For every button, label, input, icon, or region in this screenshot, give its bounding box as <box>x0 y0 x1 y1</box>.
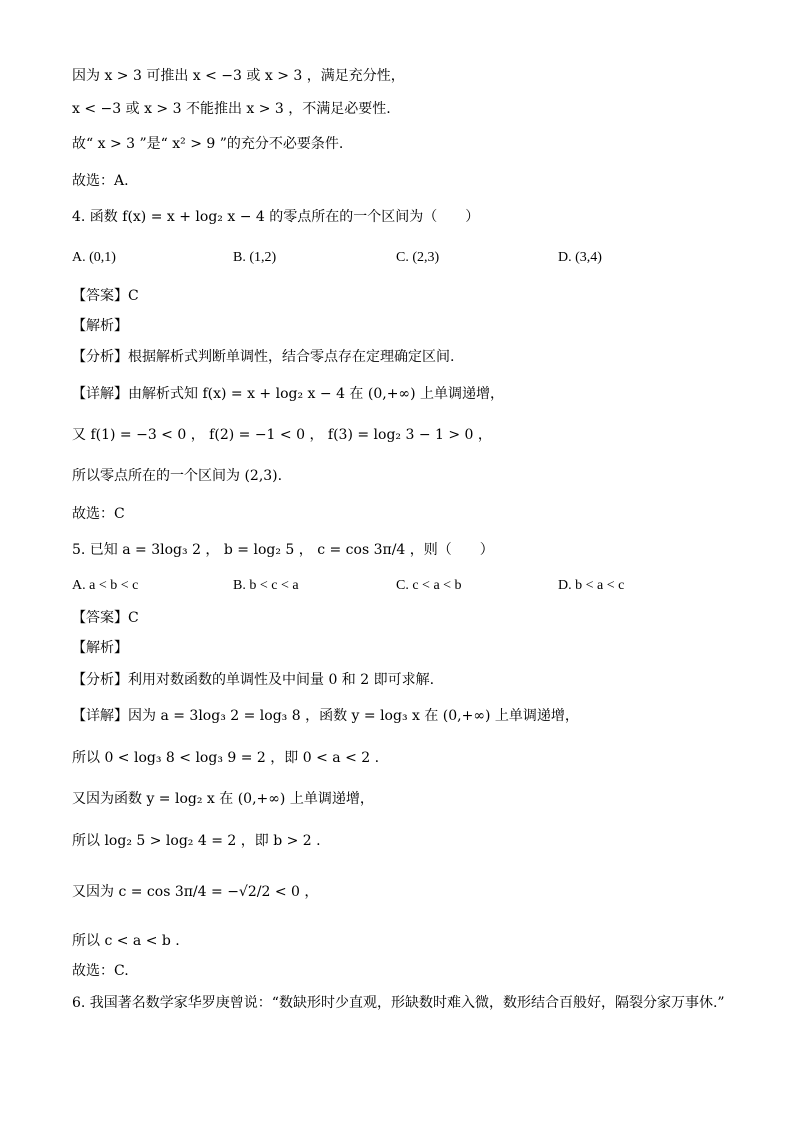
q4-detail-2: 又 f(1) = −3 < 0 ， f(2) = −1 < 0 ， f(3) = log₂ 3 − 1 > 0 ， <box>72 427 492 443</box>
q5-detail-6: 所以 c < a < b . <box>72 933 180 949</box>
text-line-sufficiency: 因为 x > 3 可推出 x < −3 或 x > 3 ，满足充分性， <box>72 68 405 84</box>
text-line-conclusion: 故“ x > 3 ”是“ x² > 9 ”的充分不必要条件. <box>72 136 344 152</box>
q4-option-d: D. (3,4) <box>558 250 602 265</box>
q4-option-b: B. (1,2) <box>233 250 277 265</box>
question-5-stem: 5. 已知 a = 3log₃ 2 ， b = log₂ 5 ， c = cos 3π/4 ，则（ ） <box>72 542 494 558</box>
q5-detail-1: 【详解】因为 a = 3log₃ 2 = log₃ 8 ，函数 y = log₃ x 在 (0,+∞) 上单调递增， <box>72 708 579 724</box>
q5-detail-2: 所以 0 < log₃ 8 < log₃ 9 = 2 ，即 0 < a < 2 . <box>72 750 380 766</box>
q5-option-b: B. b < c < a <box>233 578 299 593</box>
q5-choice: 故选：C. <box>72 963 129 979</box>
text-line-necessity: x < −3 或 x > 3 不能推出 x > 3 ，不满足必要性. <box>72 101 391 117</box>
q4-option-c: C. (2,3) <box>396 250 440 265</box>
q5-detail-4: 所以 log₂ 5 > log₂ 4 = 2 ，即 b > 2 . <box>72 833 321 849</box>
q4-analysis-heading: 【解析】 <box>72 318 128 334</box>
q5-analysis-heading: 【解析】 <box>72 640 128 656</box>
q5-analysis: 【分析】利用对数函数的单调性及中间量 0 和 2 即可求解. <box>72 672 435 688</box>
q5-option-c: C. c < a < b <box>396 578 462 593</box>
question-4-stem: 4. 函数 f(x) = x + log₂ x − 4 的零点所在的一个区间为（ ） <box>72 209 480 225</box>
q5-detail-5: 又因为 c = cos 3π/4 = −√2/2 < 0 ， <box>72 884 319 900</box>
q5-answer: 【答案】C <box>72 610 139 626</box>
q5-option-d: D. b < a < c <box>558 578 625 593</box>
q5-option-a: A. a < b < c <box>72 578 139 593</box>
q4-answer: 【答案】C <box>72 288 139 304</box>
q4-analysis: 【分析】根据解析式判断单调性，结合零点存在定理确定区间. <box>72 349 455 365</box>
q4-detail-3: 所以零点所在的一个区间为 (2,3). <box>72 468 283 484</box>
text-line-choice-q3: 故选：A. <box>72 173 129 189</box>
q4-detail-1: 【详解】由解析式知 f(x) = x + log₂ x − 4 在 (0,+∞) 上单调递增， <box>72 386 504 402</box>
q4-option-a: A. (0,1) <box>72 250 116 265</box>
q5-detail-3: 又因为函数 y = log₂ x 在 (0,+∞) 上单调递增， <box>72 791 374 807</box>
question-6-stem: 6. 我国著名数学家华罗庚曾说：“数缺形时少直观，形缺数时难入微，数形结合百般好，隔裂分家万事休.” <box>72 995 725 1011</box>
q4-choice: 故选：C <box>72 506 125 522</box>
